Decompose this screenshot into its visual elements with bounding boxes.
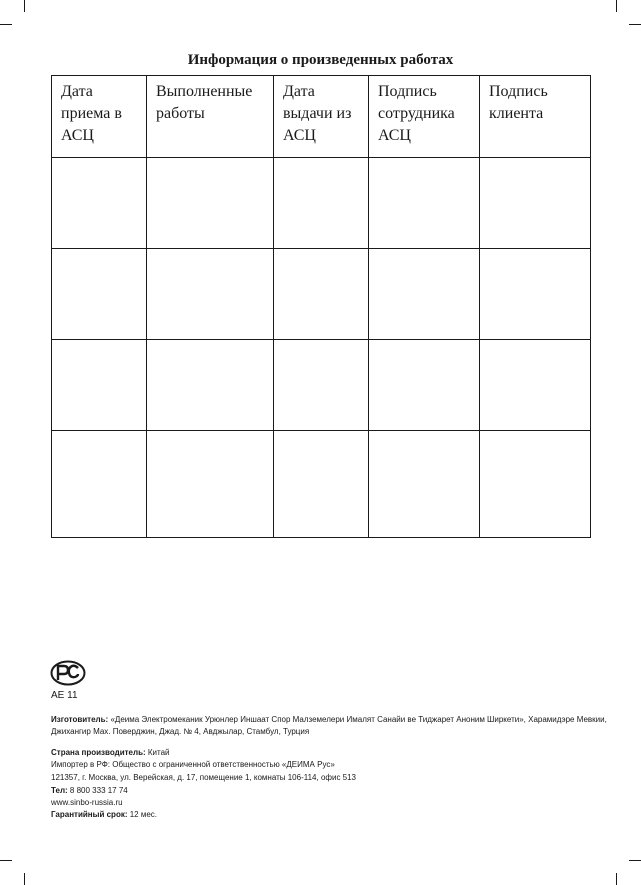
importer-info: Импортер в РФ: Общество с ограниченной ответственностью «ДЕИМА Рус» [51,760,335,769]
table-cell [369,249,480,340]
table-cell [274,340,369,431]
table-cell [147,431,274,538]
table-cell [480,340,591,431]
importer-address: 121357, г. Москва, ул. Верейская, д. 17, помещение 1, комнаты 106-114, офис 513 [51,773,357,782]
country-value: Китай [147,748,170,757]
country-label: Страна производитель: [51,748,146,757]
warranty-value: 12 мес. [129,810,158,819]
header-works-performed: Выполненные работы [147,76,274,158]
table-cell [480,431,591,538]
warranty-info [51,809,611,821]
crop-mark-top-left [24,0,25,12]
crop-mark-bottom-left-h [0,860,12,861]
phone-value: 8 800 333 17 74 [69,786,128,795]
table-row [52,249,591,340]
country-info [51,747,611,759]
table-cell [52,340,147,431]
table-cell [369,431,480,538]
table-row [52,340,591,431]
certification-code: АЕ 11 [51,690,78,701]
rst-certification-mark-icon [50,660,86,686]
table-cell [274,158,369,249]
crop-mark-top-right-h [629,24,641,25]
table-cell [480,158,591,249]
table-cell [274,431,369,538]
warranty-label: Гарантийный срок: [51,810,128,819]
header-intake-date: Дата приема в АСЦ [52,76,147,158]
table-cell [147,158,274,249]
table-cell [147,340,274,431]
table-cell [147,249,274,340]
table-cell [274,249,369,340]
table-row [52,431,591,538]
table-cell [52,431,147,538]
header-client-signature: Подпись клиента [480,76,591,158]
header-employee-signature: Подпись сотрудника АСЦ [369,76,480,158]
header-release-date: Дата выдачи из АСЦ [274,76,369,158]
phone-info [51,785,611,797]
table-cell [52,158,147,249]
manufacturer-info [51,714,611,738]
service-works-table [51,75,591,538]
table-cell [480,249,591,340]
crop-mark-bottom-right-h [629,860,641,861]
page-title: Информация о произведенных работах [187,52,454,68]
crop-mark-bottom-left [24,873,25,885]
manufacturer-label: Изготовитель: [51,715,109,724]
phone-label: Тел: [51,786,68,795]
crop-mark-top-right [616,0,617,12]
crop-mark-top-left-h [0,24,12,25]
website-link[interactable]: www.sinbo-russia.ru [51,798,123,807]
table-cell [369,340,480,431]
table-row [52,158,591,249]
table-cell [52,249,147,340]
manufacturer-text: «Деима Электромеканик Урюнлер Иншаат Спор Малземелери Ималят Санайи ве Тиджарет Аноним Ширкети», Харамидэре Мевкии, Джихангир Мах. Поверджин, Джад. № 4, Авджылар, Стамбул, Турция [51,715,607,736]
table-cell [369,158,480,249]
crop-mark-bottom-right [616,873,617,885]
table-header-row [52,76,591,158]
